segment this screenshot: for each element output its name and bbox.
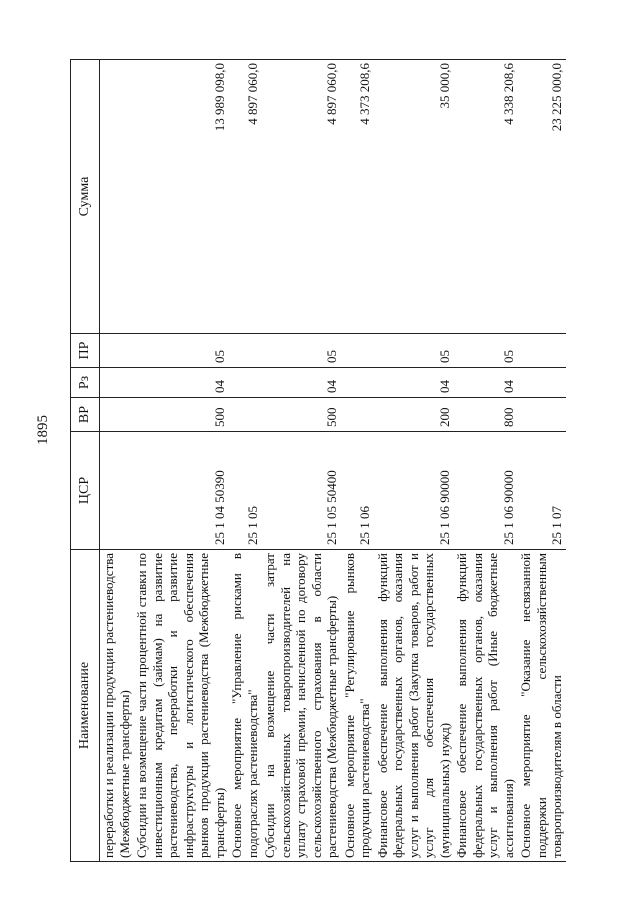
table-row [517, 60, 566, 862]
row-csr: 25 1 05 50400 [261, 432, 341, 550]
row-csr: 25 1 07 [517, 432, 566, 550]
table-row [133, 60, 228, 862]
row-rz [100, 368, 134, 398]
page-number: 1895 [35, 415, 51, 445]
table-header [71, 60, 100, 862]
row-sum: 35 000,0 [374, 60, 454, 334]
row-name: Основное мероприятие "Оказание несвязанной поддержки сельскохозяйственным товаропроизводителям в области [517, 550, 566, 862]
table-row [453, 60, 517, 862]
row-pr: 05 [133, 334, 228, 368]
row-name: Субсидии на возмещение части затрат сельскохозяйственных товаропроизводителей на уплату страховой премии, начисленной по договору сельскохозяйственного страхования в области растениеводства (Межбюджетные трансферты) [261, 550, 341, 862]
header-row [71, 60, 100, 862]
row-vr [341, 398, 374, 432]
header-vr: ВР [71, 398, 100, 432]
row-rz: 04 [453, 368, 517, 398]
header-sum: Сумма [71, 60, 100, 334]
row-name: Финансовое обеспечение выполнения функций федеральных государственных органов, оказания услуг и выполнения работ (Иные бюджетные ассигнования) [453, 550, 517, 862]
row-name: переработки и реализации продукции растениеводства (Межбюджетные трансферты) [100, 550, 134, 862]
row-sum [100, 60, 134, 334]
rotated-page-content [70, 60, 602, 862]
row-vr [517, 398, 566, 432]
row-pr: 05 [374, 334, 454, 368]
row-rz: 04 [133, 368, 228, 398]
row-vr: 500 [133, 398, 228, 432]
row-vr [228, 398, 261, 432]
row-vr: 200 [374, 398, 454, 432]
row-rz [341, 368, 374, 398]
row-vr [100, 398, 134, 432]
row-csr: 25 1 06 90000 [453, 432, 517, 550]
row-rz: 04 [374, 368, 454, 398]
header-rz: Рз [71, 368, 100, 398]
table-row [100, 60, 134, 862]
row-csr: 25 1 06 90000 [374, 432, 454, 550]
row-sum: 4 897 060,0 [261, 60, 341, 334]
row-csr: 25 1 04 50390 [133, 432, 228, 550]
row-name: Основное мероприятие "Регулирование рынков продукции растениеводства" [341, 550, 374, 862]
table-row [374, 60, 454, 862]
table-row [261, 60, 341, 862]
row-pr [100, 334, 134, 368]
row-sum: 13 989 098,0 [133, 60, 228, 334]
header-pr: ПР [71, 334, 100, 368]
row-name: Основное мероприятие "Управление рисками в подотраслях растениеводства" [228, 550, 261, 862]
row-pr: 05 [261, 334, 341, 368]
row-vr: 500 [261, 398, 341, 432]
table-row [228, 60, 261, 862]
row-csr [100, 432, 134, 550]
row-name: Финансовое обеспечение выполнения функций федеральных государственных органов, оказания услуг и выполнения работ (Закупка товаров, работ и услуг для обеспечения государственных (муниципальных) нужд) [374, 550, 454, 862]
row-pr [341, 334, 374, 368]
row-name: Субсидии на возмещение части процентной ставки по инвестиционным кредитам (займам) на развитие растениеводства, переработки и развитие инфраструктуры и логистического обеспечения рынков продукции растениеводства (Межбюджетные трансферты) [133, 550, 228, 862]
row-sum: 4 373 208,6 [341, 60, 374, 334]
row-vr: 800 [453, 398, 517, 432]
row-rz [228, 368, 261, 398]
row-sum: 4 897 060,0 [228, 60, 261, 334]
table-body [100, 60, 566, 862]
row-rz [517, 368, 566, 398]
row-pr [517, 334, 566, 368]
row-pr [228, 334, 261, 368]
header-csr: ЦСР [71, 432, 100, 550]
row-rz: 04 [261, 368, 341, 398]
row-pr: 05 [453, 334, 517, 368]
row-csr: 25 1 05 [228, 432, 261, 550]
table-row [341, 60, 374, 862]
header-name: Наименование [71, 550, 100, 862]
row-sum: 4 338 208,6 [453, 60, 517, 334]
budget-table [70, 59, 566, 862]
row-csr: 25 1 06 [341, 432, 374, 550]
row-sum: 23 225 000,0 [517, 60, 566, 334]
